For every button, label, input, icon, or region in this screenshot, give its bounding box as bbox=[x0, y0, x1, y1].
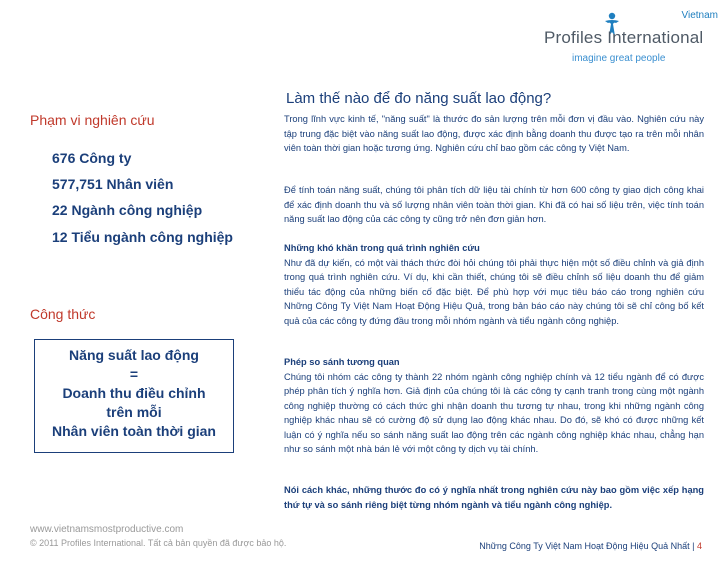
report-name: Những Công Ty Việt Nam Hoạt Động Hiệu Quả Nhất bbox=[479, 541, 690, 551]
profiles-international-logo bbox=[540, 6, 722, 66]
comparison-section bbox=[284, 355, 704, 457]
stat-industries: 22 Ngành công nghiệp bbox=[52, 202, 203, 218]
page-title: Làm thế nào để đo năng suất lao động? bbox=[286, 90, 552, 107]
formula-box bbox=[34, 339, 234, 453]
challenges-section bbox=[284, 241, 704, 328]
footer-copyright: © 2011 Profiles International. Tất cả bản quyền đã được bảo hộ. bbox=[30, 538, 287, 548]
logo-tagline: imagine great people bbox=[572, 53, 666, 64]
intro-paragraph bbox=[284, 112, 704, 156]
formula-heading: Công thức bbox=[30, 306, 96, 322]
logo-brand-left: Profiles bbox=[544, 28, 603, 47]
stat-companies: 676 Công ty bbox=[52, 150, 132, 166]
logo-country: Vietnam bbox=[681, 10, 718, 21]
page-footer bbox=[479, 541, 702, 551]
footer-url[interactable]: www.vietnamsmostproductive.com bbox=[30, 524, 184, 535]
footer-separator: | bbox=[692, 541, 695, 551]
scope-heading: Phạm vi nghiên cứu bbox=[30, 112, 155, 128]
formula-denominator: Nhân viên toàn thời gian bbox=[52, 423, 216, 439]
method-paragraph bbox=[284, 183, 704, 227]
formula-equals: = bbox=[129, 366, 139, 382]
comparison-heading: Phép so sánh tương quan bbox=[284, 357, 400, 367]
challenges-text: Như đã dự kiến, có một vài thách thức đòi hỏi chúng tôi phải thực hiện một số điều chỉnh và giả định trong quá trình nghiên cứu. Ví dụ, khi cần thiết, chúng tôi sẽ điều chỉnh số liệu doanh thu để giảm thiểu tác động của những biến cố đặc biệt. Để phù hợp với mục tiêu báo cáo trong nghiên cứu Những Công Ty Việt Nam Hoạt Động Hiệu Quả, trong bản báo cáo này chúng tôi sẽ chỉ công bố kết quả của các công ty đứng đầu trong mỗi nhóm ngành và tiểu ngành công nghiệp. bbox=[284, 257, 704, 326]
formula-per: trên mỗi bbox=[106, 404, 162, 420]
intro-text: Trong lĩnh vực kinh tế, "năng suất" là thước đo sản lượng trên mỗi đơn vị đầu vào. Nghiên cứu này tập trung đặc biệt vào năng suất lao động, được xác định bằng doanh thu được tạo ra trên mỗi nhân viên toàn thời gian hoặc tương ứng. Nghiên cứu chỉ bao gồm các công ty Việt Nam. bbox=[284, 114, 704, 153]
stat-sub-industries: 12 Tiểu ngành công nghiệp bbox=[52, 229, 233, 245]
formula-numerator: Năng suất lao động bbox=[69, 347, 199, 363]
logo-brand-right: International bbox=[607, 28, 704, 47]
closing-text: Nói cách khác, những thước đo có ý nghĩa nhất trong nghiên cứu này bao gồm việc xếp hạng thứ tự và so sánh riêng biệt từng nhóm ngành và tiểu ngành công nghiệp. bbox=[284, 485, 704, 510]
closing-paragraph bbox=[284, 483, 704, 512]
page-number: 4 bbox=[696, 541, 702, 551]
comparison-text: Chúng tôi nhóm các công ty thành 22 nhóm ngành công nghiệp chính và 12 tiểu ngành để có được phép phân tích ý nghĩa hơn. Giả định của chúng tôi là các công ty cạnh tranh trong cùng một ngành công nghiệp thường có cách thức ghi nhận doanh thu tương tự nhau, trong khi những ngành công nghiệp khác nhau sẽ có cường độ sử dụng lao động khác nhau. Do đó, sẽ khó có được những kết luận có ý nghĩa nếu so sánh năng suất lao động trên các ngành công nghiệp khác nhau, chẳng hạn như so sánh một nhà bán lẻ với một công ty dịch vụ tài chính. bbox=[284, 371, 704, 454]
logo-brand bbox=[544, 28, 703, 48]
stats-list bbox=[52, 148, 252, 255]
challenges-heading: Những khó khăn trong quá trình nghiên cứu bbox=[284, 243, 480, 253]
stat-employees: 577,751 Nhân viên bbox=[52, 176, 174, 192]
method-text: Để tính toán năng suất, chúng tôi phân tích dữ liệu tài chính từ hơn 600 công ty giao dịch công khai để xác định doanh thu và số lượng nhân viên toàn thời gian. Khi đã có hai số liệu trên, việc tính toán năng suất lao động của các công ty cũng trở nên đơn giản hơn. bbox=[284, 185, 704, 224]
formula-revenue: Doanh thu điều chỉnh bbox=[62, 385, 206, 401]
